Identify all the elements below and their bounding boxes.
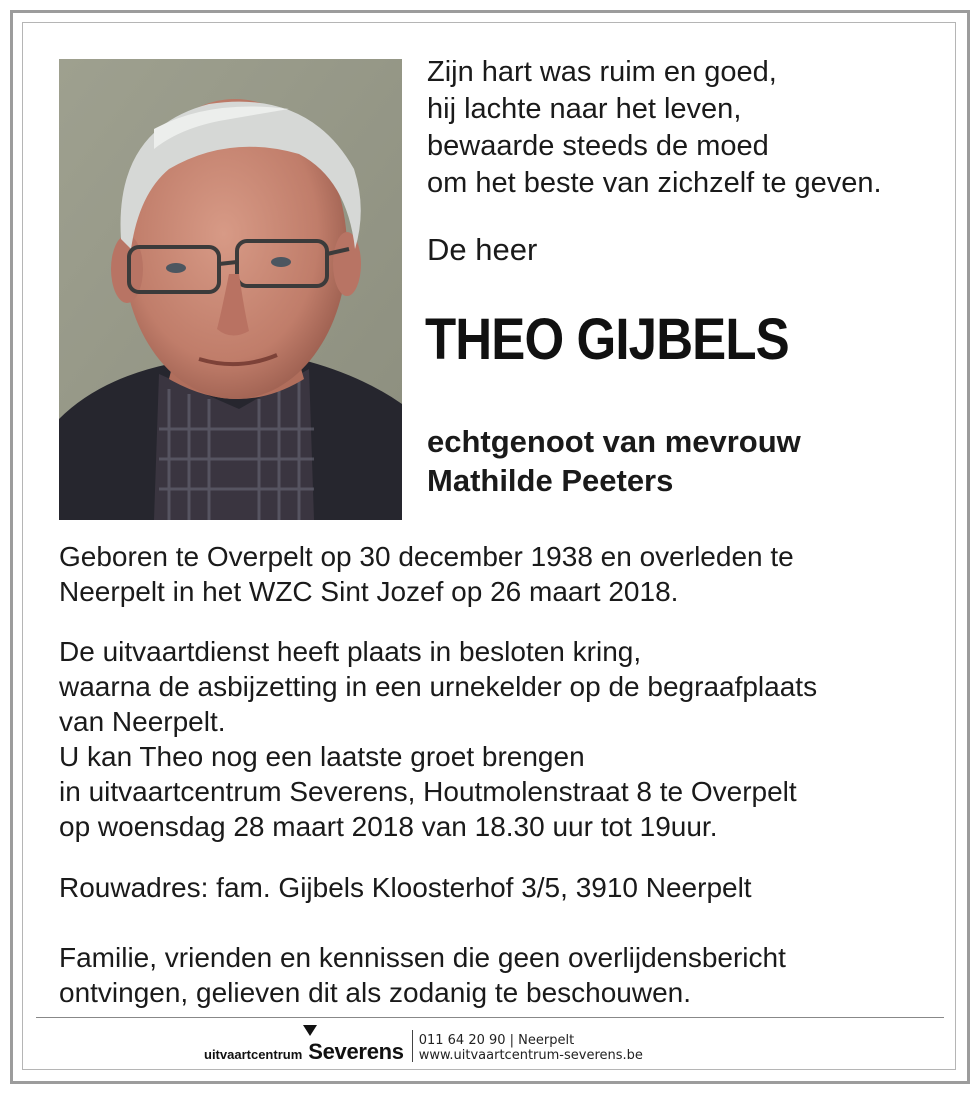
text-line: Neerpelt in het WZC Sint Jozef op 26 maart 2018. — [59, 576, 679, 607]
spouse-line: echtgenoot van mevrouw — [427, 424, 801, 459]
triangle-icon — [303, 1025, 317, 1036]
address-paragraph — [59, 870, 752, 905]
funeral-home-footer — [204, 1020, 643, 1068]
honorific: De heer — [427, 232, 538, 267]
brand-logo — [308, 1039, 403, 1065]
text-line: op woensdag 28 maart 2018 van 18.30 uur tot 19uur. — [59, 811, 718, 842]
poem-verse — [427, 54, 882, 202]
text-line: De uitvaartdienst heeft plaats in besloten kring, — [59, 636, 642, 667]
poem-line: hij lachte naar het leven, — [427, 93, 742, 125]
text-line: van Neerpelt. — [59, 706, 226, 737]
deceased-name: THEO GIJBELS — [425, 307, 789, 372]
phone-line: 011 64 20 90 | Neerpelt — [418, 1033, 575, 1048]
text-line: in uitvaartcentrum Severens, Houtmolenstraat 8 te Overpelt — [59, 776, 797, 807]
text-line: U kan Theo nog een laatste groet brengen — [59, 741, 585, 772]
footer-divider — [36, 1017, 944, 1018]
birth-death-paragraph — [59, 539, 794, 609]
footer-separator — [412, 1030, 413, 1062]
spouse-info — [427, 422, 801, 500]
poem-line: Zijn hart was ruim en goed, — [427, 56, 777, 88]
poem-line: om het beste van zichzelf te geven. — [427, 167, 882, 199]
text-line: Geboren te Overpelt op 30 december 1938 en overleden te — [59, 541, 794, 572]
spouse-line: Mathilde Peeters — [427, 463, 674, 498]
brand-name: Severens — [308, 1039, 404, 1064]
text-line: Familie, vrienden en kennissen die geen overlijdensbericht — [59, 942, 786, 973]
portrait-photo — [59, 59, 402, 520]
text-line: ontvingen, gelieven dit als zodanig te beschouwen. — [59, 977, 691, 1008]
website-link[interactable]: www.uitvaartcentrum-severens.be — [418, 1048, 643, 1063]
ceremony-paragraph — [59, 634, 817, 844]
text-line: waarna de asbijzetting in een urnekelder op de begraafplaats — [59, 671, 818, 702]
text-line: Rouwadres: fam. Gijbels Kloosterhof 3/5, 3910 Neerpelt — [59, 872, 752, 903]
closing-paragraph — [59, 940, 786, 1010]
contact-info — [419, 1033, 643, 1063]
poem-line: bewaarde steeds de moed — [427, 130, 769, 162]
brand-prefix: uitvaartcentrum — [204, 1047, 303, 1062]
